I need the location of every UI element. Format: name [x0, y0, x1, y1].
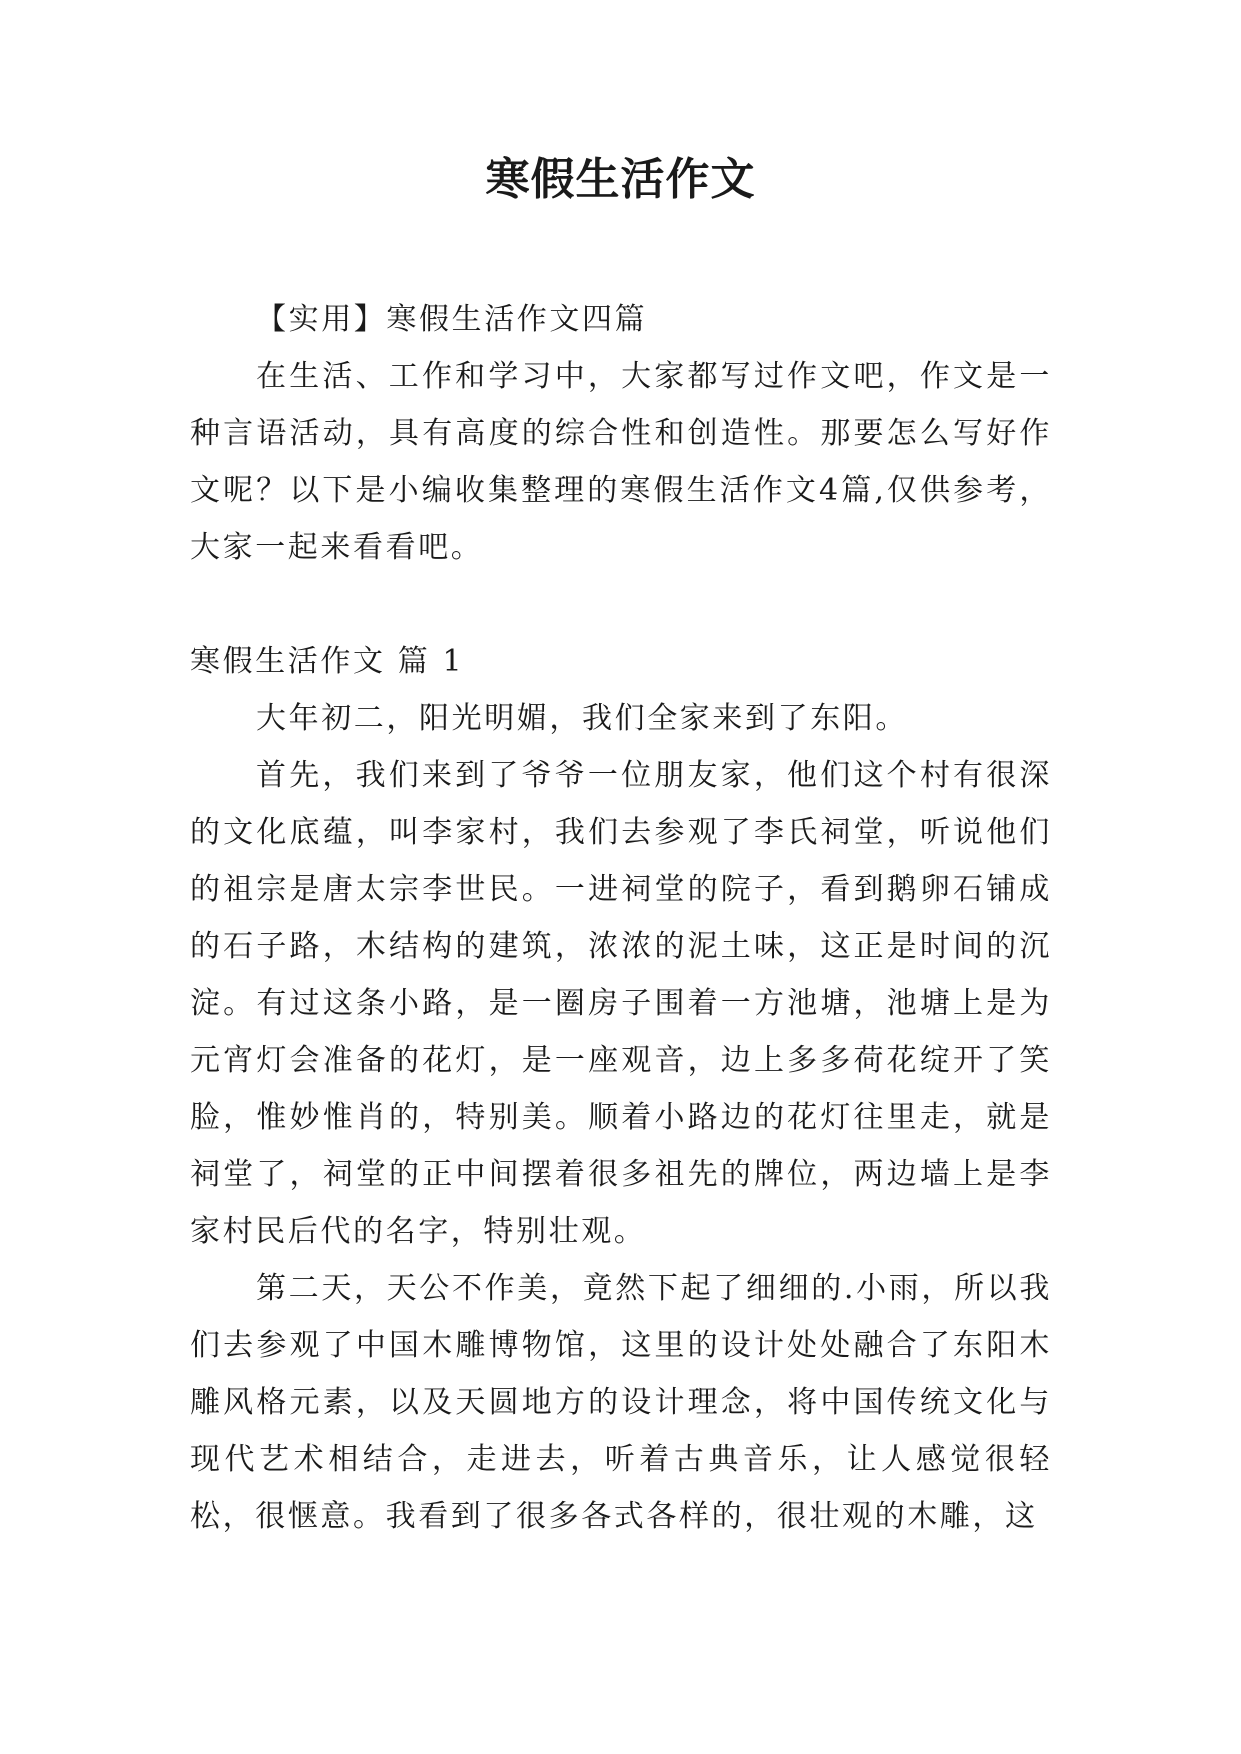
- paragraph-spacer: [190, 576, 1052, 633]
- document-subtitle: 【实用】寒假生活作文四篇: [256, 302, 648, 337]
- intro-paragraph: 在生活、工作和学习中，大家都写过作文吧，作文是一种言语活动，具有高度的综合性和创造性。那要怎么写好作文呢？以下是小编收集整理的寒假生活作文4篇,仅供参考，大家一起来看看吧。: [190, 359, 1052, 565]
- section-paragraph-2: 首先，我们来到了爷爷一位朋友家，他们这个村有很深的文化底蕴，叫李家村，我们去参观了李氏祠堂，听说他们的祖宗是唐太宗李世民。一进祠堂的院子，看到鹅卵石铺成的石子路，木结构的建筑，浓浓的泥土味，这正是时间的沉淀。有过这条小路，是一圈房子围着一方池塘，池塘上是为元宵灯会准备的花灯，是一座观音，边上多多荷花绽开了笑脸，惟妙惟肖的，特别美。顺着小路边的花灯往里走，就是祠堂了，祠堂的正中间摆着很多祖先的牌位，两边墙上是李家村民后代的名字，特别壮观。: [190, 758, 1052, 1249]
- section-paragraph-3: 第二天，天公不作美，竟然下起了细细的.小雨，所以我们去参观了中国木雕博物馆，这里的设计处处融合了东阳木雕风格元素，以及天圆地方的设计理念，将中国传统文化与现代艺术相结合，走进去，听着古典音乐，让人感觉很轻松，很惬意。我看到了很多各式各样的，很壮观的木雕，这: [190, 1271, 1052, 1534]
- section-heading: 寒假生活作文 篇 1: [190, 644, 465, 679]
- section-paragraph-1: 大年初二，阳光明媚，我们全家来到了东阳。: [256, 701, 908, 736]
- document-title: 寒假生活作文: [485, 154, 756, 205]
- document-body: [190, 291, 1052, 1545]
